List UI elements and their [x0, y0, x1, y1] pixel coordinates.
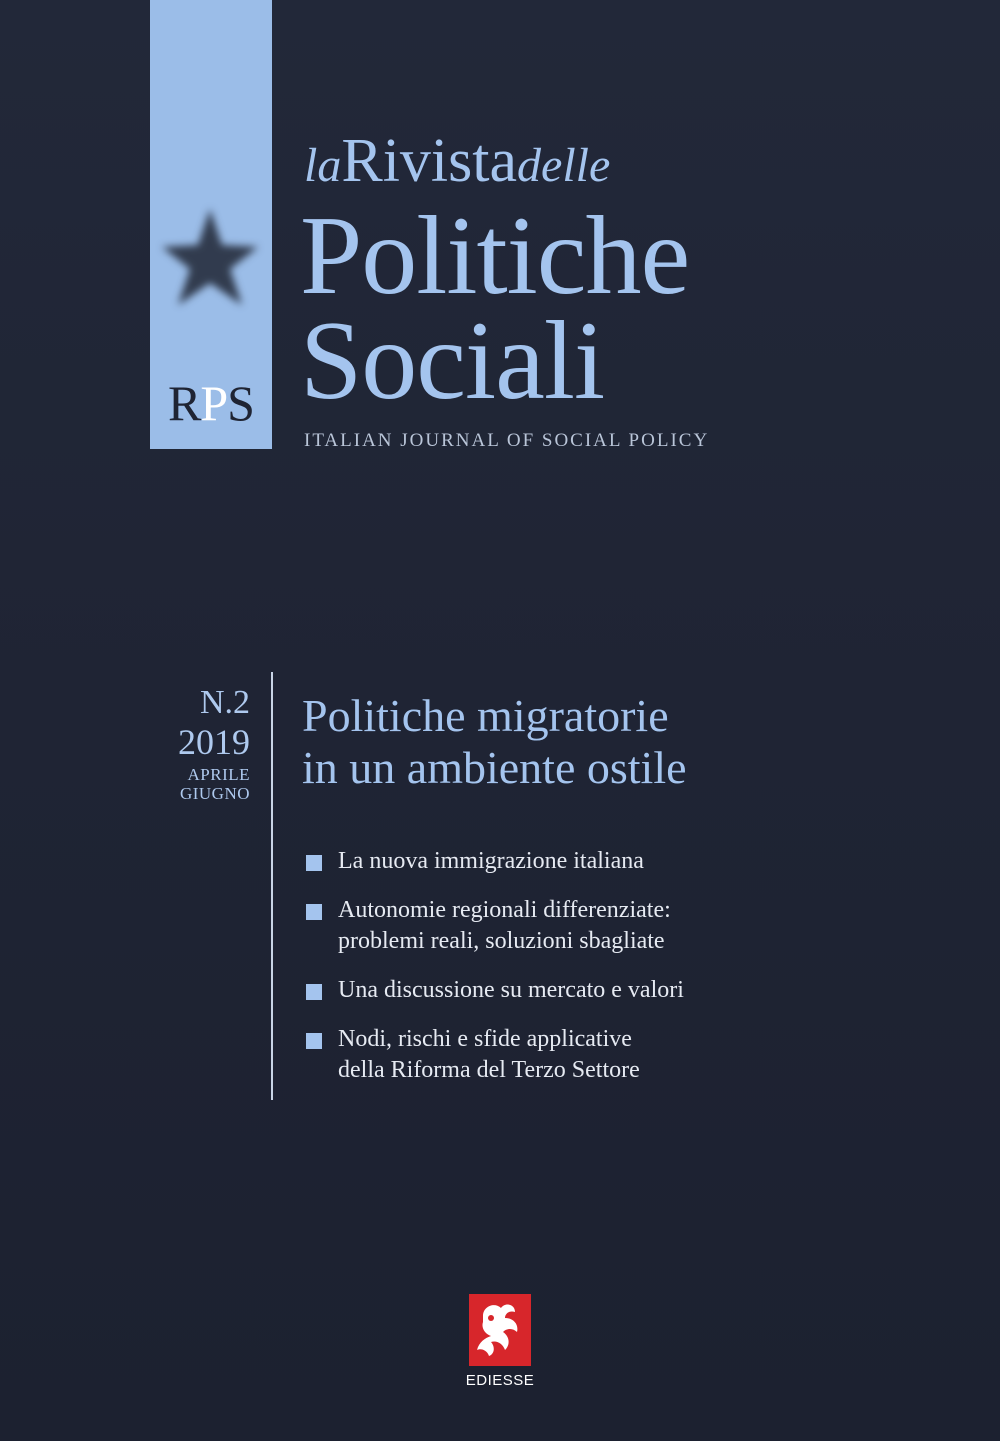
vertical-divider	[271, 672, 273, 1100]
issue-year: 2019	[178, 722, 250, 762]
title-prefix: la	[304, 139, 342, 192]
title-word-rivista: Rivista	[341, 127, 518, 195]
bullet-square-icon	[306, 904, 322, 920]
title-word-delle: delle	[517, 139, 611, 192]
title-line-3: Sociali	[300, 299, 605, 423]
bullet-square-icon	[306, 855, 322, 871]
issue-number: N.2	[199, 684, 250, 721]
topic-item: La nuova immigrazione italiana	[306, 846, 684, 877]
accent-band	[150, 0, 272, 449]
journal-abbreviation: RPS	[168, 375, 254, 431]
star-icon	[160, 205, 260, 315]
issue-period-start: APRILE	[187, 765, 250, 784]
topic-item: Autonomie regionali differenziate: problemi reali, soluzioni sbagliate	[306, 895, 684, 957]
issue-info	[150, 686, 250, 802]
issue-period-end: GIUGNO	[179, 784, 250, 803]
topics-list	[306, 846, 684, 1104]
title-line-2: Politiche	[300, 194, 690, 318]
headline-line-1: Politiche migratorie	[302, 690, 669, 741]
publisher-name: EDIESSE	[465, 1372, 535, 1389]
title-line-1	[304, 127, 611, 195]
headline-line-2: in un ambiente ostile	[302, 742, 687, 793]
journal-subtitle: ITALIAN JOURNAL OF SOCIAL POLICY	[304, 430, 710, 451]
topic-item: Nodi, rischi e sfide applicative della Riforma del Terzo Settore	[306, 1024, 684, 1086]
publisher-logo-icon	[469, 1294, 531, 1366]
topic-item: Una discussione su mercato e valori	[306, 975, 684, 1006]
bullet-square-icon	[306, 1033, 322, 1049]
bullet-square-icon	[306, 984, 322, 1000]
issue-headline	[302, 690, 687, 794]
